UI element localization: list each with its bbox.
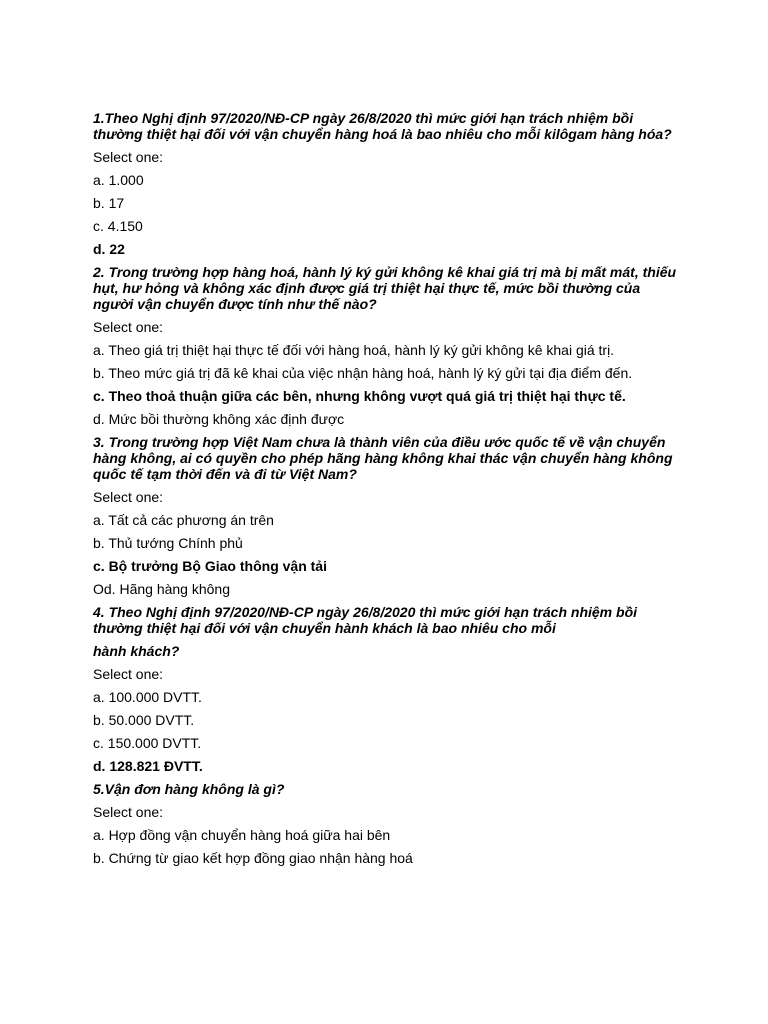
question-5-option-b: b. Chứng từ giao kết hợp đồng giao nhận hàng hoá: [93, 850, 413, 866]
question-3-option-d: Od. Hãng hàng không: [93, 581, 230, 597]
question-3-option-c: c. Bộ trưởng Bộ Giao thông vận tải: [93, 558, 327, 574]
question-4-prompt: Select one:: [93, 666, 164, 682]
question-3-option-a: a. Tất cả các phương án trên: [93, 512, 274, 528]
quiz-document: [93, 110, 683, 866]
question-2-option-c: c. Theo thoả thuận giữa các bên, nhưng không vượt quá giá trị thiệt hại thực tế.: [93, 388, 626, 404]
question-5-option-a: a. Hợp đồng vận chuyển hàng hoá giữa hai bên: [93, 827, 391, 843]
question-1-option-c: c. 4.150: [93, 218, 143, 234]
question-1-option-d: d. 22: [93, 241, 125, 257]
question-2-prompt: Select one:: [93, 319, 164, 335]
question-4-text-continued: hành khách?: [93, 643, 180, 659]
question-4-option-a: a. 100.000 DVTT.: [93, 689, 202, 705]
question-4-option-d: d. 128.821 ĐVTT.: [93, 758, 203, 774]
question-3-option-b: b. Thủ tướng Chính phủ: [93, 535, 243, 551]
question-5-text: 5.Vận đơn hàng không là gì?: [93, 781, 285, 797]
question-1-text: 1.Theo Nghị định 97/2020/NĐ-CP ngày 26/8/2020 thì mức giới hạn trách nhiệm bồi thường thiệt hại đối với vận chuyển hàng hoá là bao nhiêu cho mỗi kilôgam hàng hóa?: [93, 110, 672, 142]
question-3-prompt: Select one:: [93, 489, 164, 505]
question-1-prompt: Select one:: [93, 149, 164, 165]
question-4-option-b: b. 50.000 DVTT.: [93, 712, 195, 728]
question-4-option-c: c. 150.000 DVTT.: [93, 735, 202, 751]
question-2-option-a: a. Theo giá trị thiệt hại thực tế đối với hàng hoá, hành lý ký gửi không kê khai giá trị.: [93, 342, 615, 358]
question-5-prompt: Select one:: [93, 804, 164, 820]
question-1-option-b: b. 17: [93, 195, 125, 211]
question-1-option-a: a. 1.000: [93, 172, 144, 188]
question-2-option-b: b. Theo mức giá trị đã kê khai của việc nhận hàng hoá, hành lý ký gửi tại địa điểm đến.: [93, 365, 633, 381]
question-3-text: 3. Trong trường hợp Việt Nam chưa là thành viên của điều ước quốc tế về vận chuyển hàng không, ai có quyền cho phép hãng hàng không khai thác vận chuyển hàng không quốc tế tạm thời đến và đi từ Việt Nam?: [93, 434, 673, 482]
question-4-text: 4. Theo Nghị định 97/2020/NĐ-CP ngày 26/8/2020 thì mức giới hạn trách nhiệm bồi thường thiệt hại đối với vận chuyển hành khách là bao nhiêu cho mỗi: [93, 604, 638, 636]
question-2-option-d: d. Mức bồi thường không xác định được: [93, 411, 345, 427]
question-2-text: 2. Trong trường hợp hàng hoá, hành lý ký gửi không kê khai giá trị mà bị mất mát, thiếu hụt, hư hỏng và không xác định được giá trị thiệt hại thực tế, mức bồi thường của người vận chuyển được tính như thế nào?: [93, 264, 677, 312]
